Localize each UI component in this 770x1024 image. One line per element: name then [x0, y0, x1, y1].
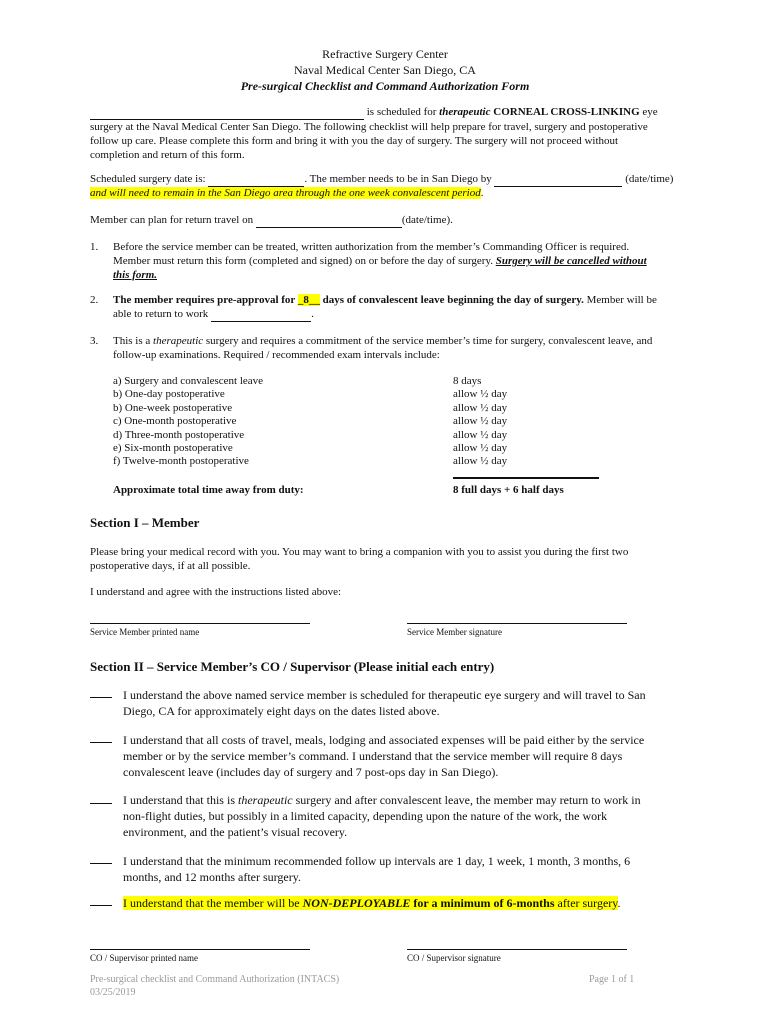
return-travel-line: Member can plan for return travel on (date/time).: [90, 214, 453, 226]
section-1-title: Section I – Member: [90, 515, 200, 530]
section-1-line-2: postoperative days, if at all possible.: [90, 560, 251, 572]
initial-blank-3[interactable]: [90, 803, 112, 804]
entry-3-line-1: I understand that this is therapeutic surgery and after convalescent leave, the member may return to work in: [123, 793, 641, 807]
initial-blank-1[interactable]: [90, 697, 112, 698]
item-1-line-2: Member must return this form (completed and signed) on or before the day of surgery. Surgery will be cancelled without: [113, 255, 647, 267]
member-name-line[interactable]: [90, 623, 310, 624]
remain-line: and will need to remain in the San Diego area through the one week convalescent period.: [90, 187, 484, 199]
entry-4-line-2: months, and 12 months after surgery.: [123, 870, 301, 884]
header-line-1: Refractive Surgery Center: [322, 47, 448, 61]
patient-name-blank[interactable]: [90, 105, 364, 120]
member-signature-label: Service Member signature: [407, 627, 502, 637]
intro-line-2: surgery at the Naval Medical Center San Diego. The following checklist will help prepare for travel, surgery and postoperative: [90, 121, 648, 133]
entry-2-line-1: I understand that all costs of travel, meals, lodging and associated expenses will be paid either by the service: [123, 733, 645, 747]
footer-form-name: Pre-surgical checklist and Command Authorization (INTACS): [90, 974, 340, 985]
surgery-date-blank[interactable]: [208, 172, 304, 187]
supervisor-signature-label: CO / Supervisor signature: [407, 953, 501, 963]
return-to-work-blank[interactable]: [211, 307, 311, 322]
supervisor-name-label: CO / Supervisor printed name: [90, 953, 198, 963]
entry-3-line-2: non-flight duties, but possibly in a limited capacity, depending upon the nature of the work, the work: [123, 809, 608, 823]
interval-row: f) Twelve-month postoperative allow ½ day: [113, 455, 508, 468]
item-2-line-1: The member requires pre-approval for _8__ days of convalescent leave beginning the day of surgery. Member will be: [113, 294, 657, 306]
item-2-number: 2.: [90, 294, 99, 306]
entry-4-line-1: I understand that the minimum recommended follow up intervals are 1 day, 1 week, 1 month, 3 months, 6: [123, 854, 631, 868]
supervisor-signature-line[interactable]: [407, 949, 627, 950]
item-3-line-1: This is a therapeutic surgery and requires a commitment of the service member’s time for surgery, convalescent leave, and: [113, 335, 653, 347]
return-datetime-blank[interactable]: [256, 213, 402, 228]
schedule-line: Scheduled surgery date is: . The member needs to be in San Diego by (date/time): [90, 173, 674, 185]
section-1-agree: I understand and agree with the instructions listed above:: [90, 586, 342, 598]
member-name-label: Service Member printed name: [90, 627, 200, 637]
interval-row: b) One-day postoperative allow ½ day: [113, 388, 508, 401]
entry-3-line-3: environment, and the patient’s visual recovery.: [123, 825, 348, 839]
section-1-line-1: Please bring your medical record with you. You may want to bring a companion with you to assist you during the first two: [90, 546, 629, 558]
interval-row: d) Three-month postoperative allow ½ day: [113, 428, 508, 441]
initial-blank-5[interactable]: [90, 905, 112, 906]
entry-5-line-1: I understand that the member will be NON-DEPLOYABLE for a minimum of 6-months after surgery.: [123, 896, 621, 910]
initial-blank-4[interactable]: [90, 863, 112, 864]
total-value: 8 full days + 6 half days: [453, 484, 564, 496]
item-1-line-3: this form.: [113, 269, 158, 281]
header-line-2: Naval Medical Center San Diego, CA: [294, 63, 476, 77]
interval-row: e) Six-month postoperative allow ½ day: [113, 441, 508, 454]
leave-days-value: _8__: [297, 294, 320, 306]
intro-line-4: completion and return of this form.: [90, 149, 245, 161]
interval-row: c) One-month postoperative allow ½ day: [113, 415, 508, 428]
intro-line-1: is scheduled for therapeutic CORNEAL CROSS-LINKING eye: [90, 105, 690, 120]
section-2-title: Section II – Service Member’s CO / Supervisor (Please initial each entry): [90, 659, 495, 674]
member-signature-line[interactable]: [407, 623, 627, 624]
interval-row: a) Surgery and convalescent leave 8 days: [113, 375, 482, 387]
form-title: Pre-surgical Checklist and Command Authorization Form: [240, 79, 530, 93]
interval-row: b) One-week postoperative allow ½ day: [113, 401, 508, 414]
entry-2-line-3: convalescent leave (includes day of surgery and 7 post-ops day in San Diego).: [123, 765, 499, 779]
item-2-line-2: able to return to work .: [113, 308, 314, 320]
entry-1-line-2: Diego, CA for approximately eight days on the dates listed above.: [123, 704, 440, 718]
supervisor-name-line[interactable]: [90, 949, 310, 950]
item-1-number: 1.: [90, 241, 99, 253]
total-divider: [453, 477, 599, 479]
item-1-line-1: Before the service member can be treated, written authorization from the member’s Commanding Officer is required.: [113, 241, 630, 253]
footer-date: 03/25/2019: [90, 987, 136, 998]
footer-page-number: Page 1 of 1: [589, 974, 635, 985]
intervals-list: [113, 374, 613, 468]
initial-blank-2[interactable]: [90, 742, 112, 743]
total-label: Approximate total time away from duty:: [113, 484, 304, 496]
intro-line-3: follow up care. Please complete this form and bring it with you the day of surgery. The surgery will not proceed without: [90, 135, 619, 147]
arrival-datetime-blank[interactable]: [494, 172, 622, 187]
item-3-number: 3.: [90, 335, 99, 347]
entry-1-line-1: I understand the above named service member is scheduled for therapeutic eye surgery and will travel to San: [123, 688, 646, 702]
item-3-line-2: follow-up examinations. Required / recommended exam intervals include:: [113, 349, 440, 361]
entry-2-line-2: member or by the service member’s command. I understand that the service member will require 8 days: [123, 749, 623, 763]
